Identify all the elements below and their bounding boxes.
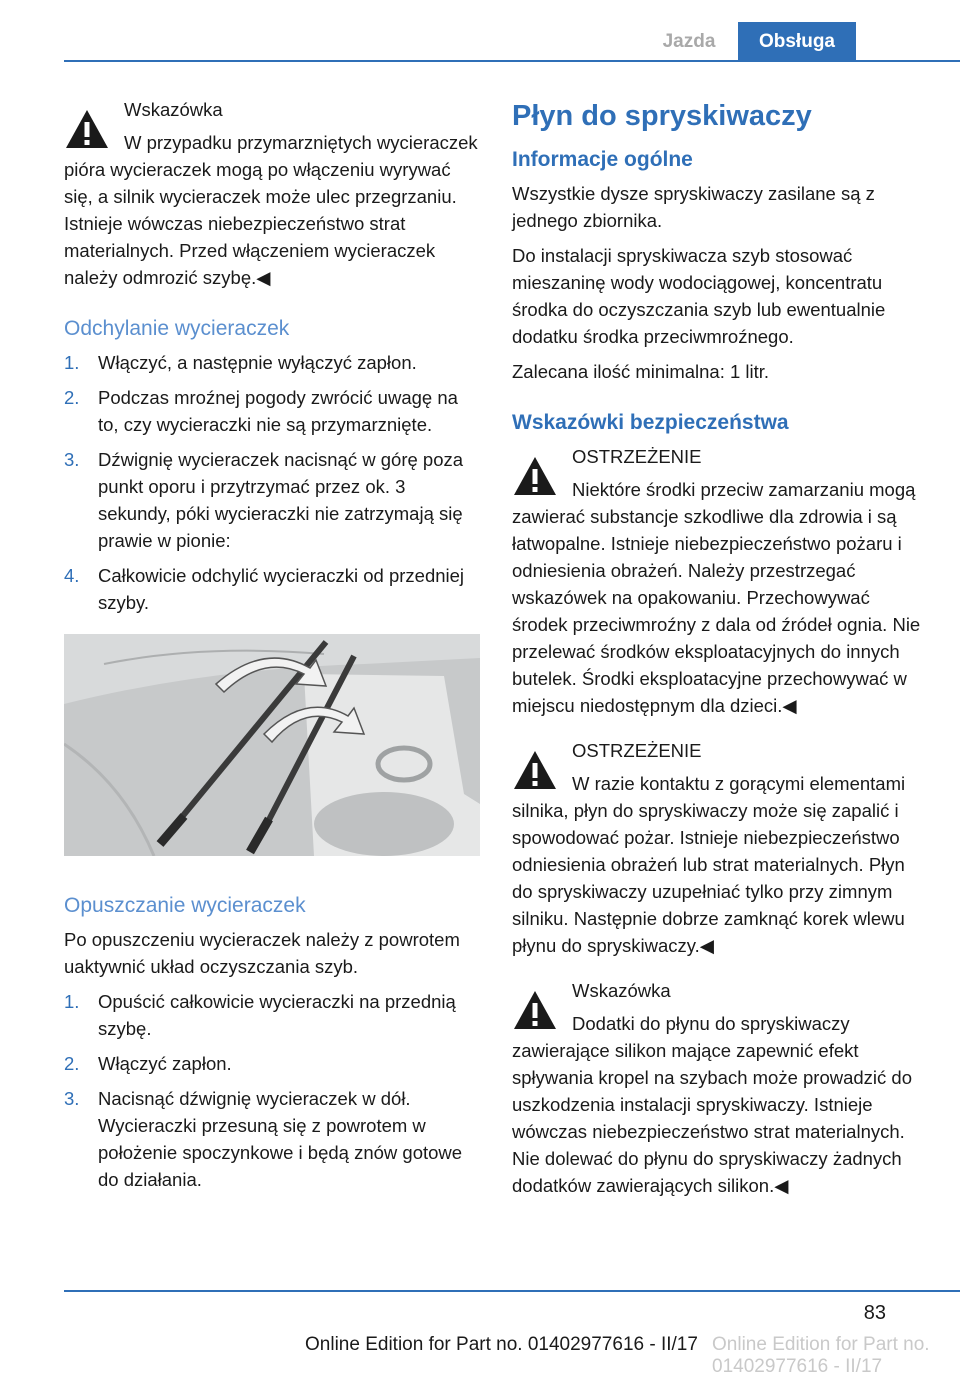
warning-triangle-icon (512, 455, 558, 497)
tilt-steps-list (64, 349, 480, 616)
warning-triangle-icon (64, 108, 110, 150)
note-frozen-wipers (64, 96, 480, 291)
section-heading-lower-wipers: Opuszczanie wycieraczek (64, 894, 306, 917)
list-item: 2. Włączyć zapłon. (64, 1053, 232, 1074)
warning-hot-engine (512, 737, 926, 959)
tab-obsluga[interactable]: Obsługa (738, 22, 856, 62)
warning-label: OSTRZEŻENIE (572, 446, 702, 467)
list-item: 1. Włączyć, a następnie wyłączyć zapłon. (64, 352, 417, 373)
warning-text: W razie kontaktu z gorącymi elementami silnika, płyn do spryskiwaczy może się zapalić i spowodować pożar. Istnieje niebezpieczeństwo odniesienia obrażeń lub strat materialnych. Płyn do spryskiwaczy uzupełniać tylko przy zimnym silniku. Następnie dobrze zamknąć korek wlewu płynu do spryskiwaczy.◀ (512, 773, 906, 956)
lower-intro: Po opuszczeniu wycieraczek należy z powrotem uaktywnić układ oczyszczania szyb. (64, 929, 460, 977)
warning-triangle-icon (512, 989, 558, 1031)
edition-text: Online Edition for Part no. 01402977616 - II/17 (305, 1334, 698, 1355)
general-p3: Zalecana ilość minimalna: 1 litr. (512, 361, 770, 382)
left-column (64, 96, 480, 1201)
note-silicone (512, 977, 926, 1199)
note-label: Wskazówka (572, 980, 671, 1001)
right-column (512, 96, 926, 1217)
header-rule (64, 60, 960, 62)
general-p2: Do instalacji spryskiwacza szyb stosować mieszaninę wody wodociągowej, koncentratu środka do oczyszczania szyb lub ewentualnie dodatku środka przeciwmroźnego. (512, 245, 886, 347)
list-item: 2. Podczas mroźnej pogody zwrócić uwagę na to, czy wycieraczki nie są przymarznięte. (64, 387, 458, 435)
lower-steps-list (64, 988, 480, 1193)
footer-rule (64, 1290, 960, 1292)
list-item: 1. Opuścić całkowicie wycieraczki na przednią szybę. (64, 991, 456, 1039)
page-title: Płyn do spryskiwaczy (512, 100, 812, 132)
warning-text: Niektóre środki przeciw zamarzaniu mogą zawierać substancje szkodliwe dla zdrowia i są łatwopalne. Istnieje niebezpieczeństwo pożaru i odniesienia obrażeń. Należy przestrzegać wskazówek na opakowaniu. Przechowywać środek przeciwmroźny z dala od źródeł ognia. Nie przelewać środków eksploatacyjnych do innych butelek. Środki eksploatacyjne przechowywać w miejscu niedostępnym dla dzieci.◀ (512, 479, 921, 716)
note-text: Dodatki do płynu do spryskiwaczy zawierające silikon mające zapewnić efekt spływania kropel na szybach może prowadzić do uszkodzenia instalacji spryskiwaczy. Istnieje wówczas niebezpieczeństwo strat materialnych. Nie dolewać do płynu do spryskiwaczy żadnych dodatków zawierających silikon.◀ (512, 1013, 913, 1196)
list-item: 3. Nacisnąć dźwignię wycieraczek w dół. Wycieraczki przesuną się z powrotem w położenie spoczynkowe i będą znów gotowe do działania. (64, 1088, 463, 1190)
section-heading-safety: Wskazówki bezpieczeństwa (512, 411, 789, 434)
wiper-illustration (64, 634, 480, 856)
list-item: 3. Dźwignię wycieraczek nacisnąć w górę poza punkt oporu i przytrzymać przez ok. 3 sekundy, póki wycieraczki nie zatrzymają się prawie w pionie: (64, 449, 464, 551)
note-text: W przypadku przymarzniętych wycieraczek pióra wycieraczek mogą po włączeniu wyrywać się, a silnik wycieraczek może ulec przegrzaniu. Istnieje wówczas niebezpieczeństwo strat materialnych. Przed włączeniem wycieraczek należy odmrozić szybę.◀ (64, 132, 478, 288)
general-p1: Wszystkie dysze spryskiwaczy zasilane są z jednego zbiornika. (512, 183, 875, 231)
tab-jazda[interactable]: Jazda (662, 31, 716, 52)
warning-label: OSTRZEŻENIE (572, 740, 702, 761)
page-number: 83 (863, 1302, 886, 1324)
note-label: Wskazówka (124, 99, 223, 120)
section-heading-general: Informacje ogólne (512, 148, 693, 171)
warning-antifreeze (512, 443, 926, 719)
list-item: 4. Całkowicie odchylić wycieraczki od przedniej szyby. (64, 565, 465, 613)
section-heading-tilt-wipers: Odchylanie wycieraczek (64, 317, 290, 340)
watermark: Online Edition for Part no. 01402977616 - II/17 (712, 1334, 930, 1377)
warning-triangle-icon (512, 749, 558, 791)
